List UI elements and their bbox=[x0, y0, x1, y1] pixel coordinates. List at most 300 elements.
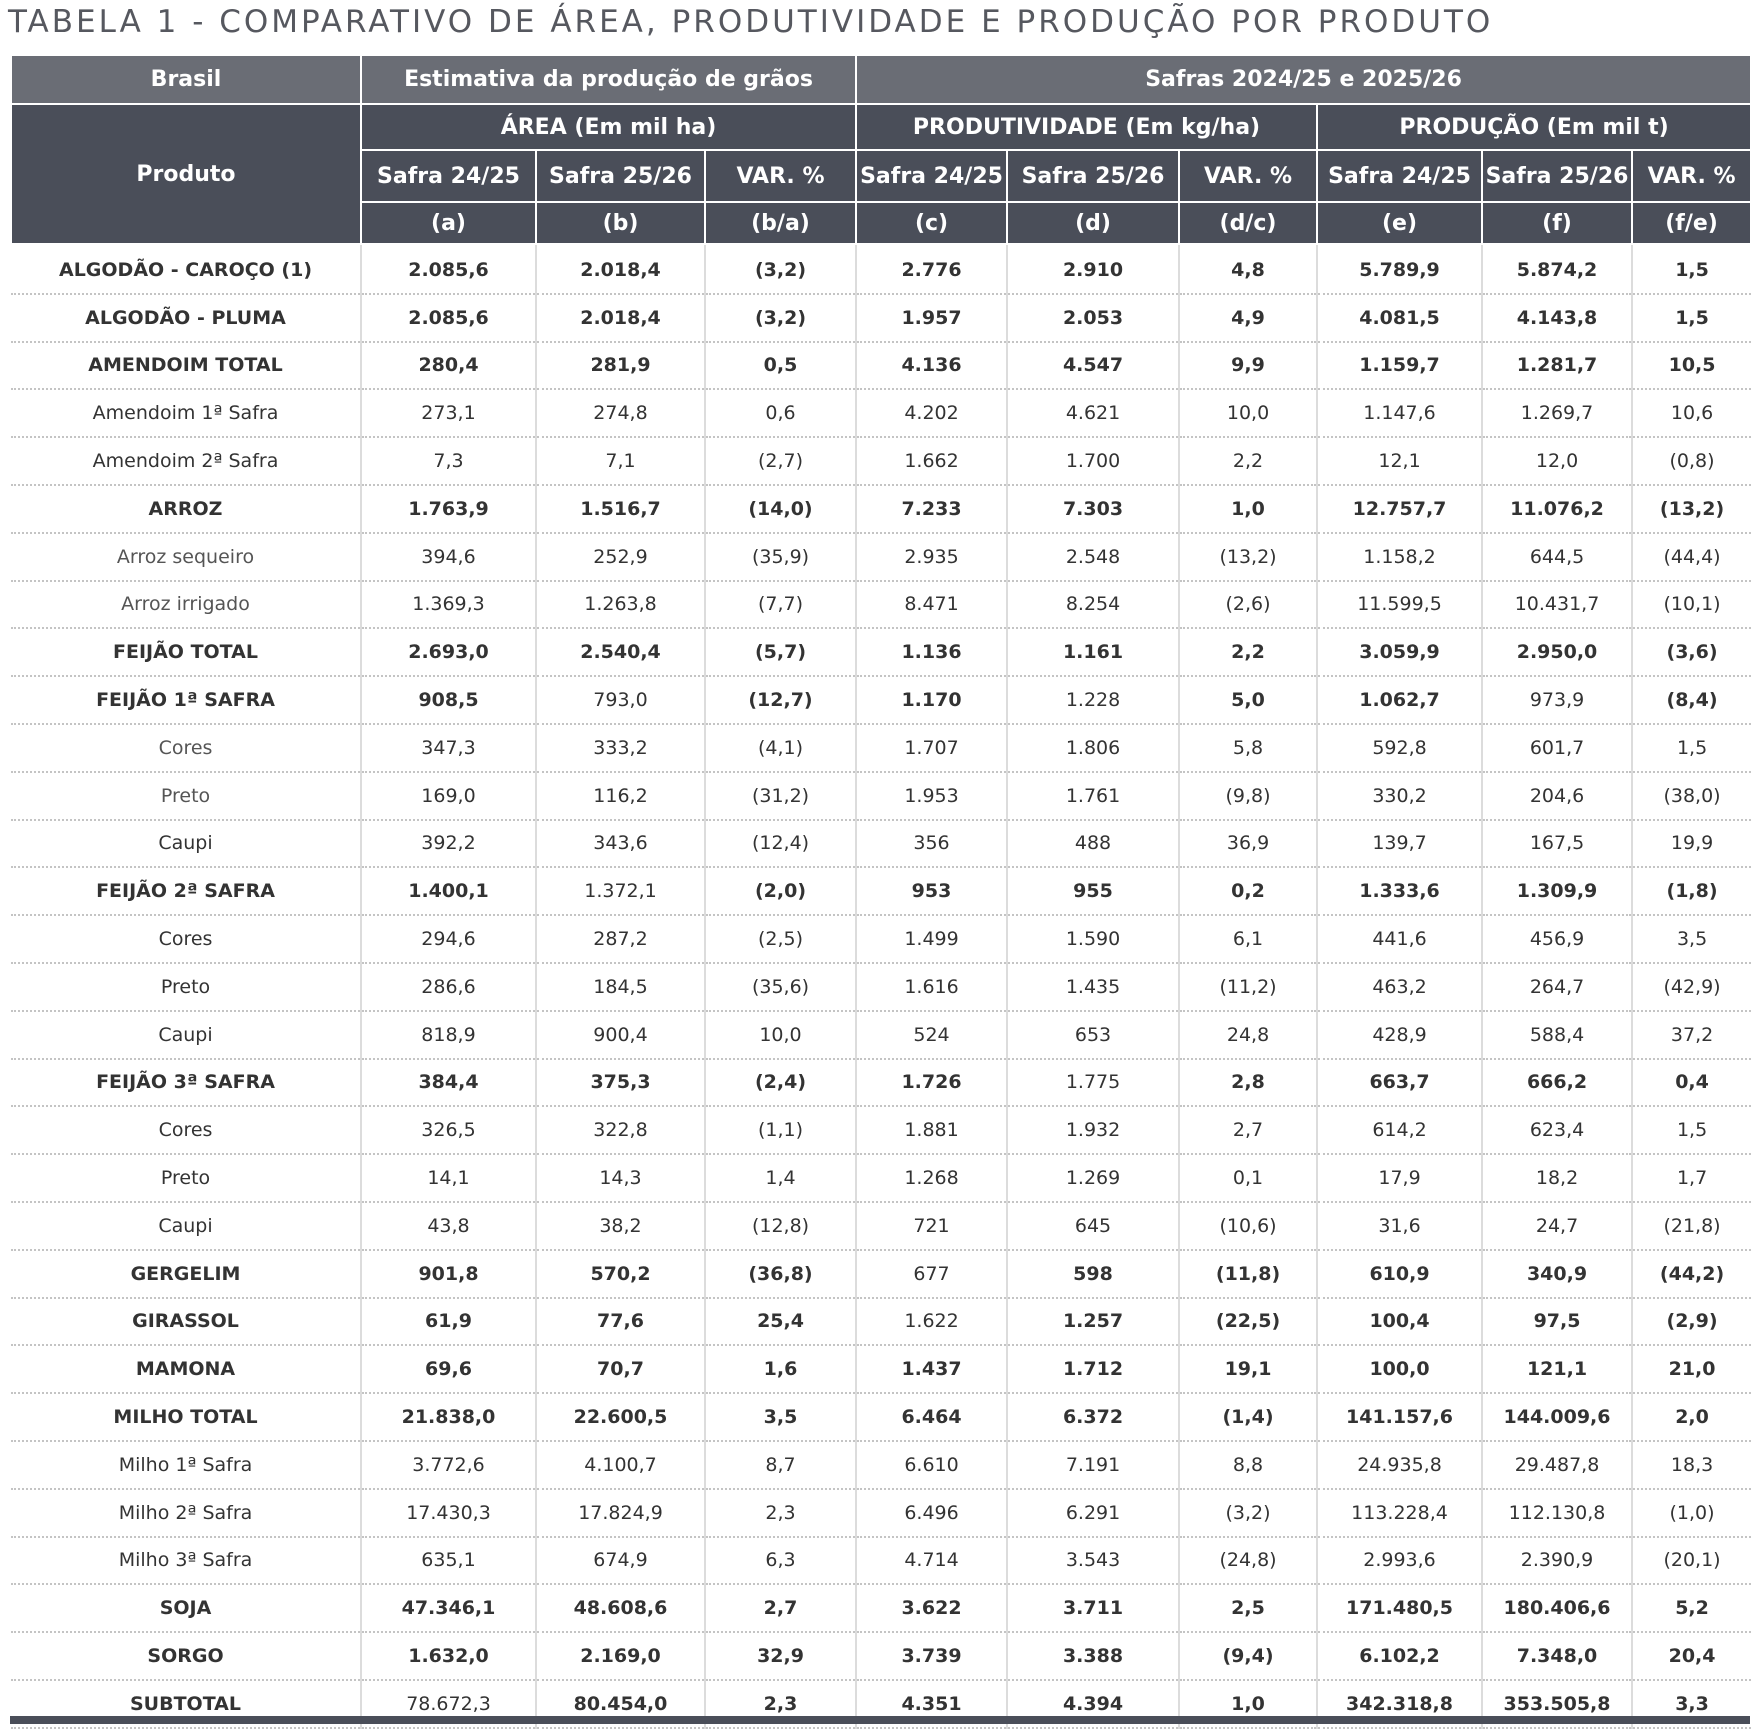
table-cell: 955 bbox=[1007, 867, 1179, 915]
table-cell: (38,0) bbox=[1632, 772, 1751, 820]
product-label: GERGELIM bbox=[11, 1250, 361, 1298]
header-safras: Safras 2024/25 e 2025/26 bbox=[856, 56, 1751, 104]
table-cell: 721 bbox=[856, 1202, 1007, 1250]
table-row bbox=[11, 485, 1751, 533]
table-cell: 793,0 bbox=[536, 676, 705, 724]
table-cell: 6.496 bbox=[856, 1489, 1007, 1537]
table-row bbox=[11, 294, 1751, 342]
table-cell: 17.430,3 bbox=[361, 1489, 536, 1537]
table-cell: 25,4 bbox=[705, 1298, 856, 1346]
table-cell: 286,6 bbox=[361, 963, 536, 1011]
table-cell: 2.390,9 bbox=[1482, 1537, 1632, 1585]
table-cell: 3.388 bbox=[1007, 1632, 1179, 1680]
table-cell: 20,4 bbox=[1632, 1632, 1751, 1680]
table-cell: (10,1) bbox=[1632, 581, 1751, 629]
table-cell: 900,4 bbox=[536, 1011, 705, 1059]
table-cell: 2.950,0 bbox=[1482, 628, 1632, 676]
header-col-e: (e) bbox=[1317, 202, 1482, 244]
table-cell: (9,8) bbox=[1179, 772, 1317, 820]
product-label: Amendoim 1ª Safra bbox=[11, 389, 361, 437]
header-brasil: Brasil bbox=[11, 56, 361, 104]
table-cell: 252,9 bbox=[536, 533, 705, 581]
table-header bbox=[11, 56, 1751, 244]
table-cell: 2.053 bbox=[1007, 294, 1179, 342]
table-cell: 2.540,4 bbox=[536, 628, 705, 676]
table-cell: 1,7 bbox=[1632, 1154, 1751, 1202]
table-row bbox=[11, 1345, 1751, 1393]
table-cell: 4.081,5 bbox=[1317, 294, 1482, 342]
product-label: SOJA bbox=[11, 1584, 361, 1632]
table-cell: 1.953 bbox=[856, 772, 1007, 820]
table-cell: 1.437 bbox=[856, 1345, 1007, 1393]
table-cell: 2,2 bbox=[1179, 628, 1317, 676]
table-cell: (3,2) bbox=[705, 294, 856, 342]
table-cell: 333,2 bbox=[536, 724, 705, 772]
table-cell: 1.309,9 bbox=[1482, 867, 1632, 915]
header-col-ba: (b/a) bbox=[705, 202, 856, 244]
table-row bbox=[11, 533, 1751, 581]
table-row bbox=[11, 1584, 1751, 1632]
table-cell: (12,7) bbox=[705, 676, 856, 724]
table-cell: 1.806 bbox=[1007, 724, 1179, 772]
table-row bbox=[11, 437, 1751, 485]
table-row bbox=[11, 1298, 1751, 1346]
table-cell: 7.348,0 bbox=[1482, 1632, 1632, 1680]
table-cell: 2,8 bbox=[1179, 1059, 1317, 1107]
table-cell: 441,6 bbox=[1317, 915, 1482, 963]
table-cell: 4.714 bbox=[856, 1537, 1007, 1585]
table-cell: 273,1 bbox=[361, 389, 536, 437]
table-cell: 204,6 bbox=[1482, 772, 1632, 820]
table-cell: 1.170 bbox=[856, 676, 1007, 724]
product-label: SUBTOTAL bbox=[11, 1680, 361, 1728]
product-label: Cores bbox=[11, 724, 361, 772]
table-cell: 169,0 bbox=[361, 772, 536, 820]
table-cell: (35,6) bbox=[705, 963, 856, 1011]
table-cell: 5,8 bbox=[1179, 724, 1317, 772]
table-cell: (14,0) bbox=[705, 485, 856, 533]
product-label: MAMONA bbox=[11, 1345, 361, 1393]
table-row bbox=[11, 1441, 1751, 1489]
table-cell: 524 bbox=[856, 1011, 1007, 1059]
table-cell: (10,6) bbox=[1179, 1202, 1317, 1250]
table-cell: 1.957 bbox=[856, 294, 1007, 342]
table-cell: 17.824,9 bbox=[536, 1489, 705, 1537]
table-cell: 1.062,7 bbox=[1317, 676, 1482, 724]
table-cell: 610,9 bbox=[1317, 1250, 1482, 1298]
table-cell: 2.018,4 bbox=[536, 294, 705, 342]
table-cell: 274,8 bbox=[536, 389, 705, 437]
product-label: FEIJÃO 1ª SAFRA bbox=[11, 676, 361, 724]
table-cell: 1.707 bbox=[856, 724, 1007, 772]
table-cell: (2,6) bbox=[1179, 581, 1317, 629]
table-cell: (2,9) bbox=[1632, 1298, 1751, 1346]
header-area-var: VAR. % bbox=[705, 150, 856, 202]
table-cell: (20,1) bbox=[1632, 1537, 1751, 1585]
table-cell: 1.369,3 bbox=[361, 581, 536, 629]
table-cell: 3.543 bbox=[1007, 1537, 1179, 1585]
table-cell: 4,8 bbox=[1179, 244, 1317, 294]
table-cell: 1.257 bbox=[1007, 1298, 1179, 1346]
header-producao: PRODUÇÃO (Em mil t) bbox=[1317, 104, 1751, 150]
table-cell: 1,5 bbox=[1632, 1106, 1751, 1154]
table-cell: 645 bbox=[1007, 1202, 1179, 1250]
table-cell: 1.499 bbox=[856, 915, 1007, 963]
table-row bbox=[11, 1489, 1751, 1537]
table-cell: 294,6 bbox=[361, 915, 536, 963]
table-cell: 1.161 bbox=[1007, 628, 1179, 676]
table-cell: 5,0 bbox=[1179, 676, 1317, 724]
table-cell: (3,6) bbox=[1632, 628, 1751, 676]
table-row bbox=[11, 772, 1751, 820]
product-label: ALGODÃO - CAROÇO (1) bbox=[11, 244, 361, 294]
product-label: Preto bbox=[11, 772, 361, 820]
table-cell: 1.712 bbox=[1007, 1345, 1179, 1393]
table-cell: 3,3 bbox=[1632, 1680, 1751, 1728]
table-cell: 2.548 bbox=[1007, 533, 1179, 581]
table-cell: 21.838,0 bbox=[361, 1393, 536, 1441]
table-cell: 2.935 bbox=[856, 533, 1007, 581]
table-cell: 2,2 bbox=[1179, 437, 1317, 485]
table-cell: 1,0 bbox=[1179, 1680, 1317, 1728]
table-cell: (5,7) bbox=[705, 628, 856, 676]
header-prod-safra-2425: Safra 24/25 bbox=[856, 150, 1007, 202]
table-cell: 1.726 bbox=[856, 1059, 1007, 1107]
table-cell: 1.775 bbox=[1007, 1059, 1179, 1107]
table-cell: 674,9 bbox=[536, 1537, 705, 1585]
product-label: Milho 1ª Safra bbox=[11, 1441, 361, 1489]
table-cell: 1.372,1 bbox=[536, 867, 705, 915]
table-row bbox=[11, 1106, 1751, 1154]
table-cell: 121,1 bbox=[1482, 1345, 1632, 1393]
table-cell: 6.372 bbox=[1007, 1393, 1179, 1441]
table-cell: 48.608,6 bbox=[536, 1584, 705, 1632]
product-label: ALGODÃO - PLUMA bbox=[11, 294, 361, 342]
table-cell: 2.693,0 bbox=[361, 628, 536, 676]
product-label: Arroz irrigado bbox=[11, 581, 361, 629]
product-label: Arroz sequeiro bbox=[11, 533, 361, 581]
table-cell: 1.263,8 bbox=[536, 581, 705, 629]
table-cell: 31,6 bbox=[1317, 1202, 1482, 1250]
table-cell: 2.993,6 bbox=[1317, 1537, 1482, 1585]
header-produto: Produto bbox=[11, 104, 361, 244]
table-cell: 677 bbox=[856, 1250, 1007, 1298]
table-row bbox=[11, 1632, 1751, 1680]
table-cell: 1.400,1 bbox=[361, 867, 536, 915]
table-row bbox=[11, 342, 1751, 390]
table-cell: 908,5 bbox=[361, 676, 536, 724]
table-cell: 663,7 bbox=[1317, 1059, 1482, 1107]
table-cell: 2.169,0 bbox=[536, 1632, 705, 1680]
table-cell: 392,2 bbox=[361, 820, 536, 868]
header-col-c: (c) bbox=[856, 202, 1007, 244]
table-cell: 0,6 bbox=[705, 389, 856, 437]
table-cell: 901,8 bbox=[361, 1250, 536, 1298]
table-cell: 281,9 bbox=[536, 342, 705, 390]
table-cell: 17,9 bbox=[1317, 1154, 1482, 1202]
header-producao-var: VAR. % bbox=[1632, 150, 1751, 202]
table-cell: 21,0 bbox=[1632, 1345, 1751, 1393]
table-cell: 10,5 bbox=[1632, 342, 1751, 390]
table-cell: 2.910 bbox=[1007, 244, 1179, 294]
product-label: FEIJÃO 3ª SAFRA bbox=[11, 1059, 361, 1107]
table-cell: (0,8) bbox=[1632, 437, 1751, 485]
table-cell: 4.100,7 bbox=[536, 1441, 705, 1489]
table-cell: (9,4) bbox=[1179, 1632, 1317, 1680]
table-cell: (1,4) bbox=[1179, 1393, 1317, 1441]
header-area-safra-2425: Safra 24/25 bbox=[361, 150, 536, 202]
table-cell: 180.406,6 bbox=[1482, 1584, 1632, 1632]
table-row bbox=[11, 724, 1751, 772]
table-cell: 184,5 bbox=[536, 963, 705, 1011]
table-cell: 8,7 bbox=[705, 1441, 856, 1489]
table-cell: 4.547 bbox=[1007, 342, 1179, 390]
table-cell: 1.662 bbox=[856, 437, 1007, 485]
table-cell: 12,0 bbox=[1482, 437, 1632, 485]
table-cell: 18,2 bbox=[1482, 1154, 1632, 1202]
table-cell: 9,9 bbox=[1179, 342, 1317, 390]
table-cell: 570,2 bbox=[536, 1250, 705, 1298]
table-cell: 24,7 bbox=[1482, 1202, 1632, 1250]
product-label: AMENDOIM TOTAL bbox=[11, 342, 361, 390]
table-cell: 113.228,4 bbox=[1317, 1489, 1482, 1537]
product-label: Milho 2ª Safra bbox=[11, 1489, 361, 1537]
header-producao-safra-2425: Safra 24/25 bbox=[1317, 150, 1482, 202]
table-cell: 2,3 bbox=[705, 1680, 856, 1728]
table-cell: 456,9 bbox=[1482, 915, 1632, 963]
table-cell: 1.622 bbox=[856, 1298, 1007, 1346]
table-cell: (21,8) bbox=[1632, 1202, 1751, 1250]
table-cell: 8.254 bbox=[1007, 581, 1179, 629]
table-cell: (44,4) bbox=[1632, 533, 1751, 581]
table-row bbox=[11, 628, 1751, 676]
table-cell: 384,4 bbox=[361, 1059, 536, 1107]
table-cell: 375,3 bbox=[536, 1059, 705, 1107]
table-cell: 144.009,6 bbox=[1482, 1393, 1632, 1441]
table-cell: 488 bbox=[1007, 820, 1179, 868]
header-col-dc: (d/c) bbox=[1179, 202, 1317, 244]
table-cell: 2.018,4 bbox=[536, 244, 705, 294]
product-label: Amendoim 2ª Safra bbox=[11, 437, 361, 485]
table-cell: 463,2 bbox=[1317, 963, 1482, 1011]
table-cell: 1,5 bbox=[1632, 724, 1751, 772]
table-cell: (3,2) bbox=[705, 244, 856, 294]
product-label: Milho 3ª Safra bbox=[11, 1537, 361, 1585]
table-cell: 342.318,8 bbox=[1317, 1680, 1482, 1728]
table-cell: 4.621 bbox=[1007, 389, 1179, 437]
table-cell: 32,9 bbox=[705, 1632, 856, 1680]
table-cell: 10,0 bbox=[705, 1011, 856, 1059]
product-label: FEIJÃO TOTAL bbox=[11, 628, 361, 676]
table-cell: 2.776 bbox=[856, 244, 1007, 294]
table-cell: 3.772,6 bbox=[361, 1441, 536, 1489]
table-cell: 1.136 bbox=[856, 628, 1007, 676]
product-label: GIRASSOL bbox=[11, 1298, 361, 1346]
table-cell: 19,1 bbox=[1179, 1345, 1317, 1393]
table-cell: 1.590 bbox=[1007, 915, 1179, 963]
table-cell: (11,2) bbox=[1179, 963, 1317, 1011]
table-cell: 356 bbox=[856, 820, 1007, 868]
table-cell: (44,2) bbox=[1632, 1250, 1751, 1298]
table-cell: 330,2 bbox=[1317, 772, 1482, 820]
table-cell: (22,5) bbox=[1179, 1298, 1317, 1346]
table-cell: 1.435 bbox=[1007, 963, 1179, 1011]
table-cell: 287,2 bbox=[536, 915, 705, 963]
table-cell: (2,7) bbox=[705, 437, 856, 485]
table-row bbox=[11, 1537, 1751, 1585]
table-cell: 24.935,8 bbox=[1317, 1441, 1482, 1489]
table-row bbox=[11, 244, 1751, 294]
table-cell: 1.333,6 bbox=[1317, 867, 1482, 915]
table-cell: 5.874,2 bbox=[1482, 244, 1632, 294]
table-cell: 0,5 bbox=[705, 342, 856, 390]
table-cell: 3.622 bbox=[856, 1584, 1007, 1632]
table-cell: 666,2 bbox=[1482, 1059, 1632, 1107]
table-cell: 100,4 bbox=[1317, 1298, 1482, 1346]
table-cell: 2.085,6 bbox=[361, 244, 536, 294]
table-cell: 2,7 bbox=[705, 1584, 856, 1632]
table-cell: 2,3 bbox=[705, 1489, 856, 1537]
table-cell: 4,9 bbox=[1179, 294, 1317, 342]
table-cell: 1.932 bbox=[1007, 1106, 1179, 1154]
table-cell: 6.464 bbox=[856, 1393, 1007, 1441]
table-cell: 4.136 bbox=[856, 342, 1007, 390]
table-cell: 2,7 bbox=[1179, 1106, 1317, 1154]
product-label: ARROZ bbox=[11, 485, 361, 533]
table-cell: 4.143,8 bbox=[1482, 294, 1632, 342]
table-cell: 3.711 bbox=[1007, 1584, 1179, 1632]
table-cell: 29.487,8 bbox=[1482, 1441, 1632, 1489]
table-row bbox=[11, 820, 1751, 868]
table-cell: 0,1 bbox=[1179, 1154, 1317, 1202]
header-col-fe: (f/e) bbox=[1632, 202, 1751, 244]
table-cell: 1,0 bbox=[1179, 485, 1317, 533]
table-row bbox=[11, 1393, 1751, 1441]
header-area: ÁREA (Em mil ha) bbox=[361, 104, 856, 150]
table-cell: 8.471 bbox=[856, 581, 1007, 629]
product-label: Caupi bbox=[11, 1202, 361, 1250]
table-cell: 47.346,1 bbox=[361, 1584, 536, 1632]
table-cell: 100,0 bbox=[1317, 1345, 1482, 1393]
table-cell: 24,8 bbox=[1179, 1011, 1317, 1059]
table-cell: 598 bbox=[1007, 1250, 1179, 1298]
table-cell: (1,1) bbox=[705, 1106, 856, 1154]
table-cell: 97,5 bbox=[1482, 1298, 1632, 1346]
table-cell: 7.233 bbox=[856, 485, 1007, 533]
table-cell: 80.454,0 bbox=[536, 1680, 705, 1728]
table-cell: 36,9 bbox=[1179, 820, 1317, 868]
table-cell: 14,3 bbox=[536, 1154, 705, 1202]
table-cell: (35,9) bbox=[705, 533, 856, 581]
table-cell: 1,5 bbox=[1632, 244, 1751, 294]
table-cell: 10,6 bbox=[1632, 389, 1751, 437]
comparison-table bbox=[10, 56, 1752, 1729]
table-cell: 1.269 bbox=[1007, 1154, 1179, 1202]
table-cell: 2,0 bbox=[1632, 1393, 1751, 1441]
table-cell: 7.191 bbox=[1007, 1441, 1179, 1489]
table-cell: (2,4) bbox=[705, 1059, 856, 1107]
table-cell: (1,0) bbox=[1632, 1489, 1751, 1537]
table-cell: 11.076,2 bbox=[1482, 485, 1632, 533]
table-cell: 623,4 bbox=[1482, 1106, 1632, 1154]
product-label: Caupi bbox=[11, 1011, 361, 1059]
table-cell: (4,1) bbox=[705, 724, 856, 772]
table-cell: 280,4 bbox=[361, 342, 536, 390]
table-cell: 1,4 bbox=[705, 1154, 856, 1202]
table-cell: 1.281,7 bbox=[1482, 342, 1632, 390]
table-cell: (42,9) bbox=[1632, 963, 1751, 1011]
table-cell: 614,2 bbox=[1317, 1106, 1482, 1154]
table-cell: 6.610 bbox=[856, 1441, 1007, 1489]
table-cell: 1.761 bbox=[1007, 772, 1179, 820]
table-cell: 343,6 bbox=[536, 820, 705, 868]
table-row bbox=[11, 1059, 1751, 1107]
table-cell: 11.599,5 bbox=[1317, 581, 1482, 629]
table-cell: 10.431,7 bbox=[1482, 581, 1632, 629]
table-cell: 0,4 bbox=[1632, 1059, 1751, 1107]
table-cell: (36,8) bbox=[705, 1250, 856, 1298]
table-cell: (12,8) bbox=[705, 1202, 856, 1250]
table-row bbox=[11, 1154, 1751, 1202]
table-cell: 78.672,3 bbox=[361, 1680, 536, 1728]
product-label: FEIJÃO 2ª SAFRA bbox=[11, 867, 361, 915]
table-cell: 4.202 bbox=[856, 389, 1007, 437]
table-cell: 2,5 bbox=[1179, 1584, 1317, 1632]
table-cell: 1.632,0 bbox=[361, 1632, 536, 1680]
header-col-b: (b) bbox=[536, 202, 705, 244]
table-cell: 38,2 bbox=[536, 1202, 705, 1250]
table-cell: 171.480,5 bbox=[1317, 1584, 1482, 1632]
table-cell: 69,6 bbox=[361, 1345, 536, 1393]
table-cell: (24,8) bbox=[1179, 1537, 1317, 1585]
table-cell: 953 bbox=[856, 867, 1007, 915]
table-cell: 3,5 bbox=[705, 1393, 856, 1441]
header-produtividade: PRODUTIVIDADE (Em kg/ha) bbox=[856, 104, 1317, 150]
table-cell: 3.059,9 bbox=[1317, 628, 1482, 676]
table-bottom-bar bbox=[10, 1716, 1750, 1724]
product-label: SORGO bbox=[11, 1632, 361, 1680]
table-cell: (31,2) bbox=[705, 772, 856, 820]
table-cell: (11,8) bbox=[1179, 1250, 1317, 1298]
header-producao-safra-2526: Safra 25/26 bbox=[1482, 150, 1632, 202]
table-cell: 43,8 bbox=[361, 1202, 536, 1250]
table-cell: 3,5 bbox=[1632, 915, 1751, 963]
table-cell: (7,7) bbox=[705, 581, 856, 629]
table-cell: 8,8 bbox=[1179, 1441, 1317, 1489]
table-cell: 428,9 bbox=[1317, 1011, 1482, 1059]
table-title: TABELA 1 - COMPARATIVO DE ÁREA, PRODUTIVIDADE E PRODUÇÃO POR PRODUTO bbox=[8, 4, 1494, 40]
table-cell: 1,5 bbox=[1632, 294, 1751, 342]
table-cell: 0,2 bbox=[1179, 867, 1317, 915]
product-label: MILHO TOTAL bbox=[11, 1393, 361, 1441]
table-cell: 1.700 bbox=[1007, 437, 1179, 485]
table-cell: 601,7 bbox=[1482, 724, 1632, 772]
table-cell: 1.268 bbox=[856, 1154, 1007, 1202]
table-cell: 10,0 bbox=[1179, 389, 1317, 437]
table-cell: 7,3 bbox=[361, 437, 536, 485]
table-cell: 167,5 bbox=[1482, 820, 1632, 868]
table-cell: (8,4) bbox=[1632, 676, 1751, 724]
table-cell: 588,4 bbox=[1482, 1011, 1632, 1059]
table-row bbox=[11, 915, 1751, 963]
table-cell: 1.147,6 bbox=[1317, 389, 1482, 437]
table-cell: 4.351 bbox=[856, 1680, 1007, 1728]
table-row bbox=[11, 1202, 1751, 1250]
table-cell: 7.303 bbox=[1007, 485, 1179, 533]
table-cell: 644,5 bbox=[1482, 533, 1632, 581]
table-cell: (13,2) bbox=[1632, 485, 1751, 533]
table-cell: 141.157,6 bbox=[1317, 1393, 1482, 1441]
